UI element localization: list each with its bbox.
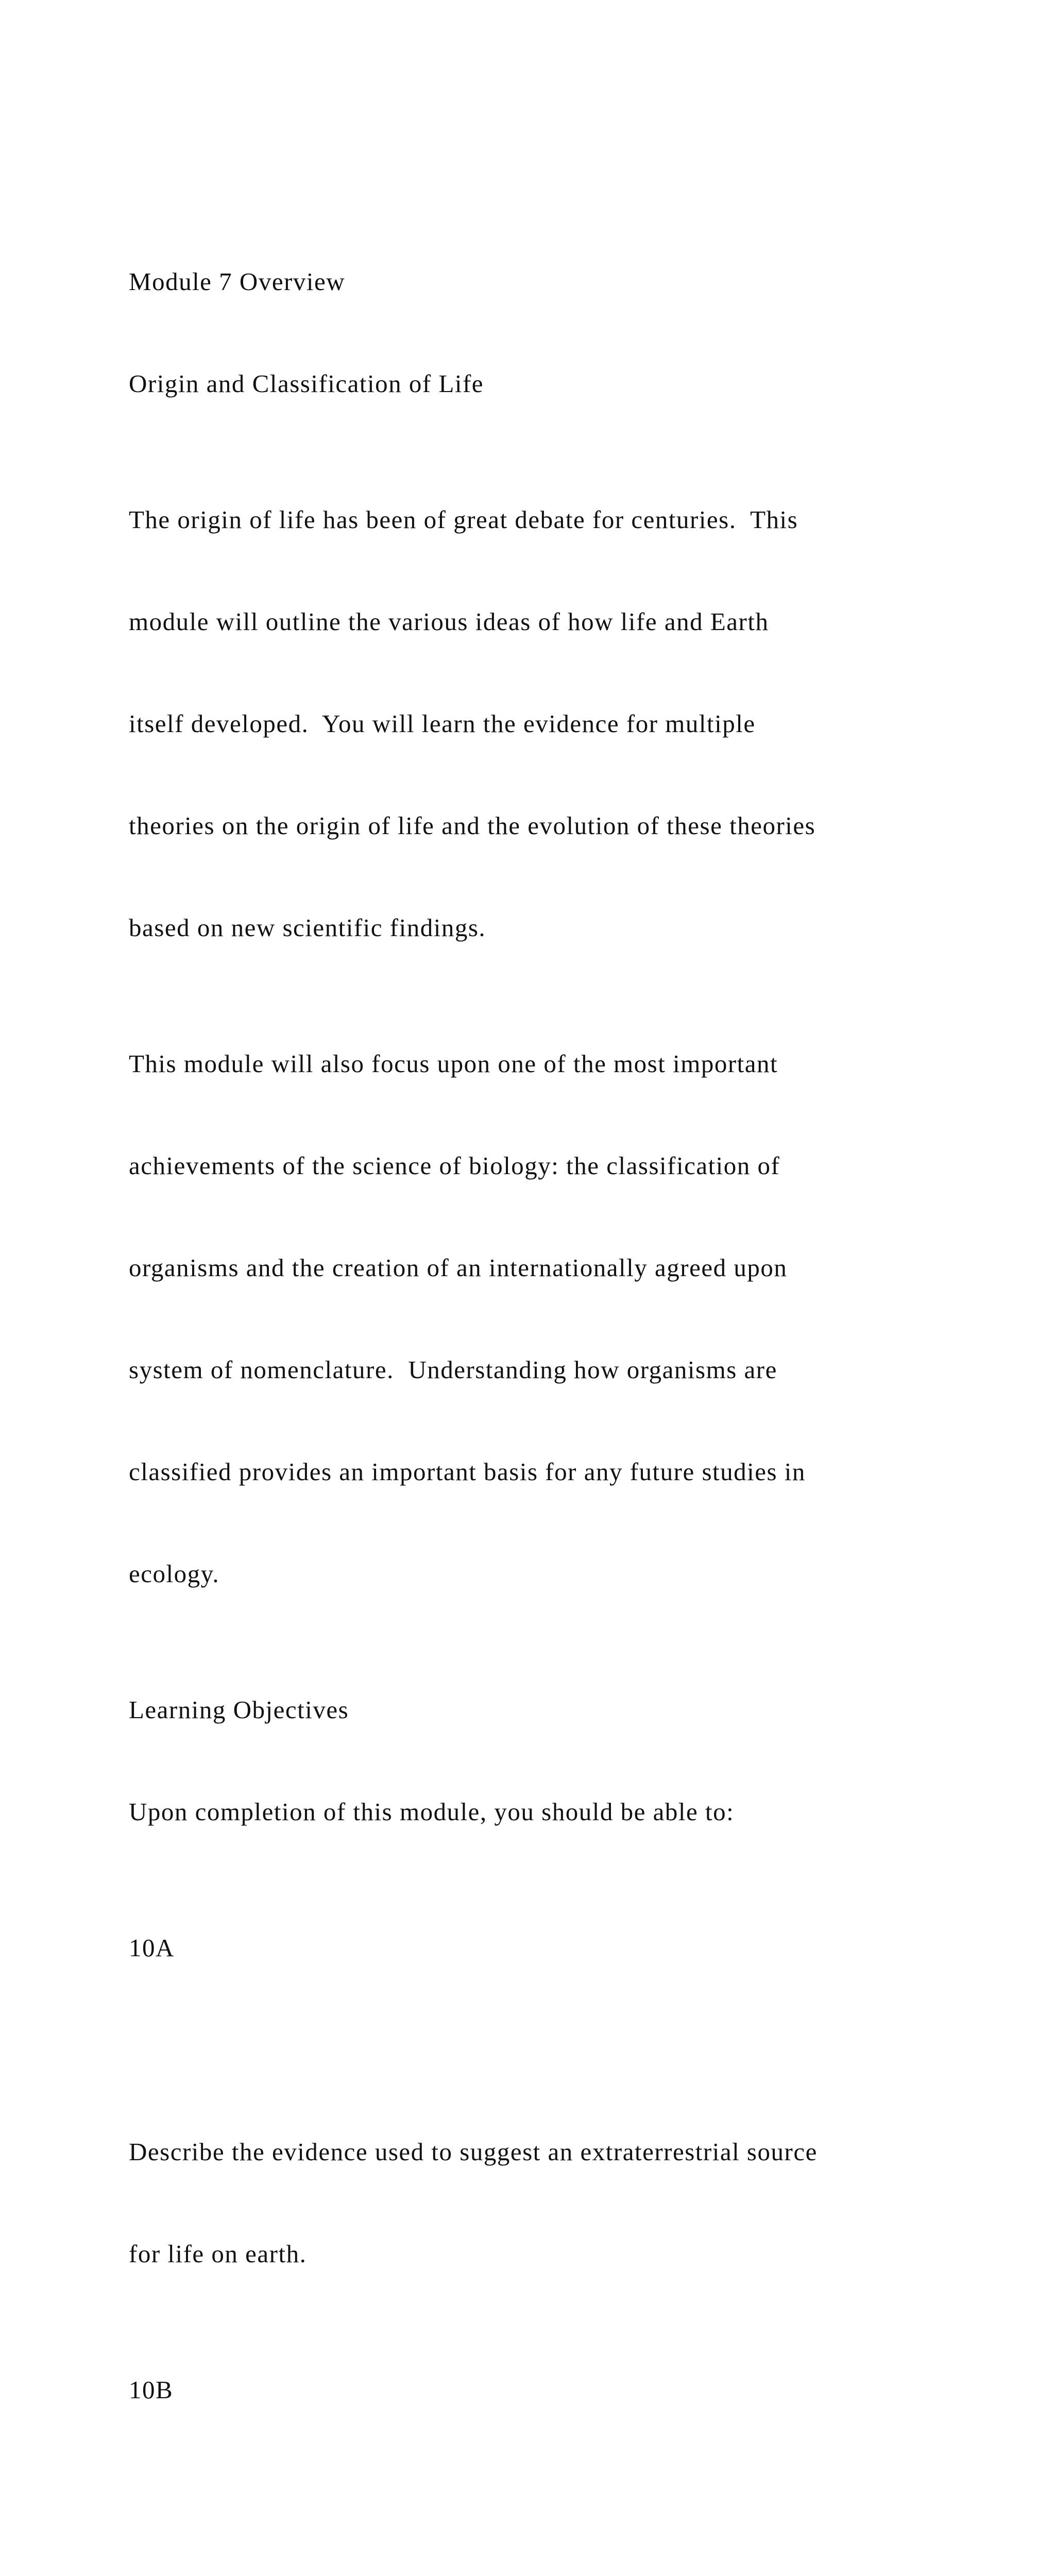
module-title: Module 7 Overview — [129, 267, 346, 296]
objectives-intro: Upon completion of this module, you should be able to: — [129, 1798, 735, 1826]
focus-line: organisms and the creation of an internationally agreed upon — [129, 1253, 788, 1282]
blank-line — [129, 2033, 1035, 2067]
objectives-heading: Learning Objectives — [129, 1696, 349, 1724]
objective-text: for life on earth. — [129, 2240, 307, 2268]
focus-line: ecology. — [129, 1560, 220, 1588]
intro-line: The origin of life has been of great debate for centuries. This — [129, 505, 798, 534]
objective-text: Describe the evidence used to suggest an extraterrestrial source — [129, 2138, 818, 2166]
module-subtitle: Origin and Classification of Life — [129, 369, 484, 398]
blank-line — [129, 2475, 1035, 2509]
focus-line: classified provides an important basis for any future studies in — [129, 1458, 806, 1486]
intro-line: itself developed. You will learn the evidence for multiple — [129, 709, 756, 738]
intro-line: theories on the origin of life and the evolution of these theories — [129, 811, 816, 840]
intro-line: module will outline the various ideas of how life and Earth — [129, 607, 769, 636]
objective-code: 10B — [129, 2376, 174, 2404]
intro-line: based on new scientific findings. — [129, 913, 486, 942]
focus-line: system of nomenclature. Understanding how organisms are — [129, 1355, 777, 1384]
focus-line: achievements of the science of biology: the classification of — [129, 1151, 780, 1180]
objective-code: 10A — [129, 1934, 175, 1962]
document-body — [129, 197, 1035, 2576]
focus-line: This module will also focus upon one of the most important — [129, 1049, 778, 1078]
